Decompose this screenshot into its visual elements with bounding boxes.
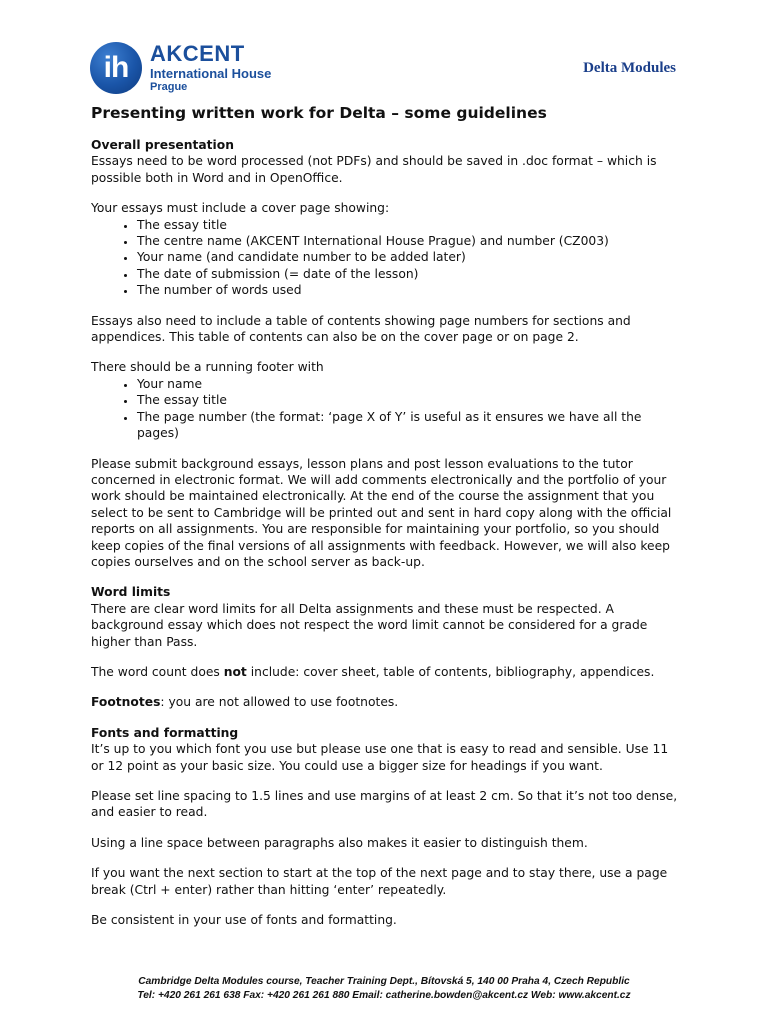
list-item: • Your name (and candidate number to be added later) — [137, 249, 681, 265]
paragraph-word-count — [91, 664, 681, 680]
document-title: Presenting written work for Delta – some guidelines — [91, 104, 547, 122]
paragraph-line-spacing: Please set line spacing to 1.5 lines and use margins of at least 2 cm. So that it’s not too dense, and easier to read. — [91, 789, 678, 820]
paragraph-line-space: Using a line space between paragraphs also makes it easier to distinguish them. — [91, 835, 588, 850]
footer-address: Cambridge Delta Modules course, Teacher Training Dept., Bítovská 5, 140 00 Praha 4, Czech Republic — [138, 976, 630, 987]
list-item: • The date of submission (= date of the lesson) — [137, 266, 681, 282]
logo-mark: ih — [103, 51, 129, 84]
heading-fonts-formatting: Fonts and formatting — [91, 725, 239, 740]
document-body — [91, 137, 681, 942]
paragraph-table-of-contents: Essays also need to include a table of contents showing page numbers for sections and appendices. This table of contents can also be on the cover page or on page 2. — [91, 313, 631, 345]
cover-intro: Your essays must include a cover page showing: — [91, 201, 390, 216]
running-footer-list — [91, 376, 681, 442]
paragraph-page-break: If you want the next section to start at the top of the next page and to stay there, use a page break (Ctrl + enter) rather than hitting ‘enter’ repeatedly. — [91, 866, 668, 897]
text-span: The word count does — [91, 664, 224, 679]
page-footer — [0, 975, 768, 1002]
akcent-logo — [90, 42, 290, 94]
list-item: • The centre name (AKCENT International House Prague) and number (CZ003) — [137, 233, 681, 249]
text-span: : you are not allowed to use footnotes. — [160, 695, 399, 710]
header-delta-modules: Delta Modules — [583, 60, 676, 76]
logo-line-international-house: International House — [150, 66, 272, 81]
list-item: • The page number (the format: ‘page X of Y’ is useful as it ensures we have all the pages) — [137, 409, 681, 442]
footer-contact: Tel: +420 261 261 638 Fax: +420 261 261 880 Email: catherine.bowden@akcent.cz Web: www.akcent.cz — [137, 989, 631, 1001]
paragraph-submit-electronically: Please submit background essays, lesson plans and post lesson evaluations to the tutor concerned in electronic format. We will add comments electronically and the portfolio of your work should be maintained electronically. At the end of the course the assignment that you select to be sent to Cambridge will be printed out and sent in hard copy along with the official reports on all assignments. You are responsible for maintaining your portfolio, so you should keep copies of the final versions of all assignments with feedback. However, we will also keep copies ourselves and on the school server as back-up. — [91, 456, 672, 569]
logo-line-prague: Prague — [150, 81, 188, 93]
text-span: include: cover sheet, table of contents, bibliography, appendices. — [246, 664, 655, 679]
list-item: • The essay title — [137, 217, 681, 233]
paragraph-word-limits: There are clear word limits for all Delta assignments and these must be respected. A background essay which does not respect the word limit cannot be considered for a grade higher than Pass. — [91, 601, 648, 649]
heading-word-limits: Word limits — [91, 585, 171, 600]
emphasis-not: not — [223, 664, 247, 679]
footer-intro: There should be a running footer with — [91, 360, 324, 375]
list-item: • Your name — [137, 376, 681, 392]
label-footnotes: Footnotes — [91, 695, 161, 710]
paragraph-footnotes — [91, 694, 681, 710]
paragraph-consistent: Be consistent in your use of fonts and formatting. — [91, 913, 397, 928]
cover-page-list — [91, 217, 681, 299]
heading-overall-presentation: Overall presentation — [91, 138, 234, 152]
logo-line-akcent: AKCENT — [150, 41, 245, 66]
list-item: • The essay title — [137, 392, 681, 408]
paragraph-font-size: It’s up to you which font you use but please use one that is easy to read and sensible. Use 11 or 12 point as your basic size. You could use a bigger size for headings if you want. — [91, 742, 669, 773]
list-item: • The number of words used — [137, 282, 681, 298]
paragraph-word-processed: Essays need to be word processed (not PDFs) and should be saved in .doc format – which is possible both in Word and in OpenOffice. — [91, 154, 657, 185]
